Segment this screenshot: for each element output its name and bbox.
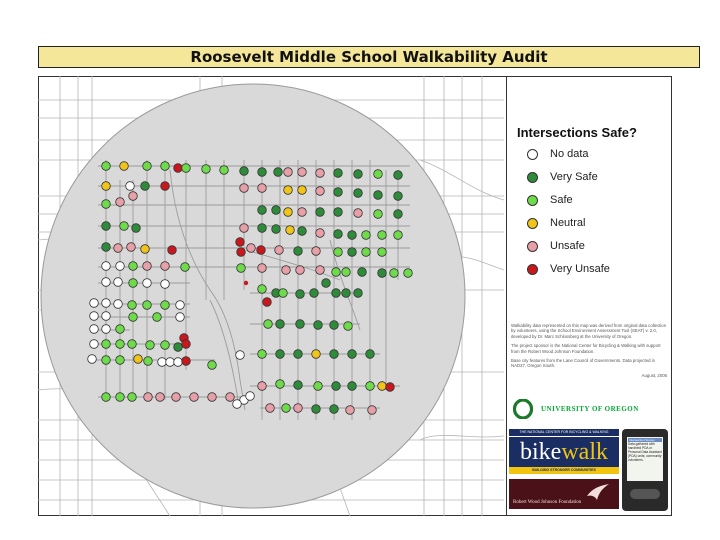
legend-label: Safe (550, 194, 573, 206)
intersection-point-verysafe[interactable] (354, 170, 363, 179)
university-name: UNIVERSITY OF OREGON (541, 405, 639, 413)
intersection-point-verysafe[interactable] (394, 171, 403, 180)
intersection-point-neutral[interactable] (312, 350, 321, 359)
credits-paragraph: Base city features from the Lane Council of Governments. Data projected in NAD27, Oregon South. (511, 358, 656, 369)
intersection-point-veryunsafe[interactable] (257, 246, 266, 255)
pda-buttons (630, 489, 660, 499)
credits-text (511, 323, 667, 382)
intersection-point-veryunsafe[interactable] (182, 357, 191, 366)
credits-date: August, 2006 (641, 372, 667, 378)
intersection-point-nodata[interactable] (90, 299, 99, 308)
intersection-point-unsafe[interactable] (258, 264, 267, 273)
oregon-o-icon (513, 399, 533, 419)
intersection-point-nodata[interactable] (90, 325, 99, 334)
intersection-point-unsafe[interactable] (258, 382, 267, 391)
intersection-point-safe[interactable] (116, 393, 125, 402)
intersection-point-nodata[interactable] (90, 312, 99, 321)
intersection-point-verysafe[interactable] (374, 191, 383, 200)
legend-title: Intersections Safe? (517, 125, 637, 140)
intersection-point-verysafe[interactable] (258, 168, 267, 177)
intersection-point-safe[interactable] (276, 380, 285, 389)
pda-image (622, 429, 668, 511)
bikewalk-logo (509, 437, 619, 467)
intersection-point-safe[interactable] (366, 382, 375, 391)
intersection-point-safe[interactable] (116, 356, 125, 365)
legend-item-very-unsafe (527, 262, 610, 276)
legend-item-no-data (527, 147, 589, 161)
intersection-point-safe[interactable] (378, 231, 387, 240)
intersection-point-nodata[interactable] (102, 325, 111, 334)
intersection-point-verysafe[interactable] (274, 168, 283, 177)
walk-radius-circle (41, 84, 465, 508)
intersection-point-verysafe[interactable] (342, 289, 351, 298)
intersection-point-unsafe[interactable] (156, 393, 165, 402)
school-marker (244, 281, 248, 285)
pda-text: Data gathered with handheld PDA or Personal Data Assistant (PDA) units; community volunteers. (628, 442, 662, 462)
intersection-point-nodata[interactable] (233, 400, 242, 409)
bikewalk-bike-text: bike (520, 439, 562, 465)
intersection-point-safe[interactable] (237, 264, 246, 273)
intersection-point-unsafe[interactable] (161, 262, 170, 271)
intersection-point-veryunsafe[interactable] (161, 182, 170, 191)
intersection-point-nodata[interactable] (126, 182, 135, 191)
intersection-point-verysafe[interactable] (296, 320, 305, 329)
intersection-point-verysafe[interactable] (174, 343, 183, 352)
bikewalk-logo-block (509, 429, 619, 511)
intersection-point-safe[interactable] (153, 313, 162, 322)
legend-label: No data (550, 148, 589, 160)
intersection-point-neutral[interactable] (284, 208, 293, 217)
university-of-oregon-logo (513, 397, 668, 421)
intersection-point-unsafe[interactable] (284, 168, 293, 177)
intersection-point-unsafe[interactable] (294, 404, 303, 413)
legend-label: Neutral (550, 217, 586, 229)
intersection-point-safe[interactable] (220, 166, 229, 175)
legend-item-unsafe (527, 239, 585, 253)
credits-paragraph: The project sponsor is the National Center for Bicycling & Walking with support from the Robert Wood Johnson Foundation. (511, 343, 661, 354)
intersection-point-verysafe[interactable] (276, 350, 285, 359)
intersection-point-verysafe[interactable] (272, 206, 281, 215)
street-map[interactable] (38, 76, 504, 516)
intersection-point-verysafe[interactable] (258, 224, 267, 233)
intersection-point-unsafe[interactable] (282, 266, 291, 275)
intersection-point-nodata[interactable] (176, 313, 185, 322)
intersection-point-safe[interactable] (202, 165, 211, 174)
intersection-point-unsafe[interactable] (208, 393, 217, 402)
intersection-point-nodata[interactable] (236, 351, 245, 360)
intersection-point-nodata[interactable] (174, 358, 183, 367)
intersection-point-nodata[interactable] (116, 262, 125, 271)
intersection-point-nodata[interactable] (90, 340, 99, 349)
intersection-point-verysafe[interactable] (296, 290, 305, 299)
intersection-point-safe[interactable] (143, 162, 152, 171)
intersection-point-safe[interactable] (332, 268, 341, 277)
legend-panel (506, 77, 671, 515)
intersection-point-verysafe[interactable] (348, 350, 357, 359)
intersection-point-safe[interactable] (314, 382, 323, 391)
intersection-point-unsafe[interactable] (190, 393, 199, 402)
intersection-point-safe[interactable] (102, 340, 111, 349)
intersection-point-safe[interactable] (128, 393, 137, 402)
intersection-point-verysafe[interactable] (354, 189, 363, 198)
legend-label: Unsafe (550, 240, 585, 252)
intersection-point-safe[interactable] (102, 393, 111, 402)
intersection-point-safe[interactable] (102, 200, 111, 209)
intersection-point-nodata[interactable] (158, 358, 167, 367)
intersection-point-unsafe[interactable] (346, 406, 355, 415)
intersection-point-safe[interactable] (394, 231, 403, 240)
intersection-point-safe[interactable] (128, 340, 137, 349)
no-data-swatch-icon (527, 149, 538, 160)
intersection-point-verysafe[interactable] (272, 225, 281, 234)
intersection-point-veryunsafe[interactable] (236, 238, 245, 247)
intersection-point-safe[interactable] (390, 269, 399, 278)
intersection-point-safe[interactable] (374, 210, 383, 219)
intersection-point-safe[interactable] (182, 164, 191, 173)
intersection-point-verysafe[interactable] (294, 350, 303, 359)
intersection-point-unsafe[interactable] (316, 169, 325, 178)
intersection-point-safe[interactable] (378, 248, 387, 257)
intersection-point-neutral[interactable] (286, 226, 295, 235)
intersection-point-unsafe[interactable] (316, 187, 325, 196)
intersection-point-safe[interactable] (129, 262, 138, 271)
intersection-point-safe[interactable] (344, 322, 353, 331)
intersection-point-verysafe[interactable] (312, 405, 321, 414)
intersection-point-verysafe[interactable] (132, 224, 141, 233)
intersection-point-safe[interactable] (116, 340, 125, 349)
intersection-point-verysafe[interactable] (322, 279, 331, 288)
intersection-point-verysafe[interactable] (102, 243, 111, 252)
intersection-point-safe[interactable] (146, 341, 155, 350)
intersection-point-nodata[interactable] (102, 278, 111, 287)
intersection-point-safe[interactable] (129, 279, 138, 288)
intersection-point-safe[interactable] (362, 248, 371, 257)
intersection-point-veryunsafe[interactable] (174, 164, 183, 173)
intersection-point-verysafe[interactable] (298, 227, 307, 236)
intersection-point-veryunsafe[interactable] (386, 383, 395, 392)
intersection-point-safe[interactable] (102, 162, 111, 171)
intersection-point-neutral[interactable] (284, 186, 293, 195)
intersection-point-neutral[interactable] (298, 186, 307, 195)
intersection-point-verysafe[interactable] (330, 405, 339, 414)
intersection-point-unsafe[interactable] (354, 209, 363, 218)
intersection-point-safe[interactable] (161, 301, 170, 310)
intersection-point-verysafe[interactable] (378, 269, 387, 278)
intersection-point-verysafe[interactable] (276, 320, 285, 329)
intersection-point-verysafe[interactable] (334, 169, 343, 178)
intersection-point-verysafe[interactable] (334, 188, 343, 197)
intersection-point-safe[interactable] (282, 404, 291, 413)
intersection-point-nodata[interactable] (102, 262, 111, 271)
intersection-point-safe[interactable] (404, 269, 413, 278)
intersection-point-safe[interactable] (181, 263, 190, 272)
intersection-point-veryunsafe[interactable] (263, 298, 272, 307)
intersection-point-verysafe[interactable] (258, 206, 267, 215)
intersection-point-unsafe[interactable] (143, 262, 152, 271)
intersection-point-safe[interactable] (342, 268, 351, 277)
intersection-point-nodata[interactable] (166, 358, 175, 367)
neutral-swatch-icon (527, 218, 538, 229)
intersection-point-unsafe[interactable] (226, 393, 235, 402)
intersection-point-verysafe[interactable] (354, 289, 363, 298)
intersection-point-veryunsafe[interactable] (237, 248, 246, 257)
intersection-point-nodata[interactable] (102, 299, 111, 308)
intersection-point-safe[interactable] (161, 162, 170, 171)
intersection-point-verysafe[interactable] (102, 222, 111, 231)
intersection-point-verysafe[interactable] (314, 321, 323, 330)
intersection-point-unsafe[interactable] (298, 168, 307, 177)
intersection-point-safe[interactable] (374, 170, 383, 179)
intersection-point-verysafe[interactable] (294, 247, 303, 256)
intersection-point-unsafe[interactable] (368, 406, 377, 415)
intersection-point-verysafe[interactable] (294, 381, 303, 390)
intersection-point-unsafe[interactable] (312, 247, 321, 256)
intersection-point-unsafe[interactable] (316, 229, 325, 238)
intersection-point-unsafe[interactable] (316, 266, 325, 275)
intersection-point-nodata[interactable] (143, 279, 152, 288)
intersection-point-unsafe[interactable] (275, 246, 284, 255)
pda-header: Intersection Survey (628, 438, 662, 442)
intersection-point-safe[interactable] (334, 248, 343, 257)
safe-swatch-icon (527, 195, 538, 206)
intersection-point-verysafe[interactable] (394, 210, 403, 219)
intersection-point-verysafe[interactable] (330, 350, 339, 359)
intersection-point-veryunsafe[interactable] (168, 246, 177, 255)
intersection-point-verysafe[interactable] (366, 350, 375, 359)
legend-item-very-safe (527, 170, 598, 184)
intersection-point-neutral[interactable] (141, 245, 150, 254)
intersection-point-safe[interactable] (129, 313, 138, 322)
intersection-point-safe[interactable] (102, 356, 111, 365)
intersection-point-unsafe[interactable] (129, 192, 138, 201)
very-safe-swatch-icon (527, 172, 538, 183)
intersection-point-verysafe[interactable] (240, 167, 249, 176)
intersection-point-neutral[interactable] (120, 162, 129, 171)
intersection-point-nodata[interactable] (246, 392, 255, 401)
intersection-point-safe[interactable] (120, 222, 129, 231)
pda-screen (627, 437, 663, 481)
intersection-point-safe[interactable] (362, 231, 371, 240)
intersection-point-verysafe[interactable] (334, 230, 343, 239)
intersection-point-nodata[interactable] (102, 312, 111, 321)
intersection-point-unsafe[interactable] (114, 244, 123, 253)
intersection-point-neutral[interactable] (378, 382, 387, 391)
intersection-point-unsafe[interactable] (258, 184, 267, 193)
intersection-point-unsafe[interactable] (240, 184, 249, 193)
intersection-point-safe[interactable] (128, 301, 137, 310)
intersection-point-verysafe[interactable] (332, 382, 341, 391)
intersection-point-verysafe[interactable] (330, 321, 339, 330)
map-title: Roosevelt Middle School Walkability Audit (38, 46, 700, 68)
intersection-point-verysafe[interactable] (348, 248, 357, 257)
ncbw-text: THE NATIONAL CENTER FOR BICYCLING & WALKING (509, 429, 619, 436)
intersection-point-nodata[interactable] (114, 300, 123, 309)
intersection-point-unsafe[interactable] (127, 243, 136, 252)
bikewalk-walk-text: walk (561, 439, 608, 465)
intersection-point-nodata[interactable] (114, 278, 123, 287)
intersection-point-verysafe[interactable] (141, 182, 150, 191)
unsafe-swatch-icon (527, 241, 538, 252)
legend-label: Very Safe (550, 171, 598, 183)
bikewalk-tagline: BUILDING STRONGER COMMUNITIES (509, 467, 619, 474)
intersection-point-verysafe[interactable] (358, 268, 367, 277)
bird-icon (585, 482, 611, 502)
intersection-point-safe[interactable] (144, 357, 153, 366)
intersection-point-verysafe[interactable] (394, 192, 403, 201)
intersection-point-nodata[interactable] (176, 301, 185, 310)
intersection-point-unsafe[interactable] (266, 404, 275, 413)
intersection-point-safe[interactable] (161, 341, 170, 350)
intersection-point-unsafe[interactable] (240, 224, 249, 233)
intersection-point-safe[interactable] (279, 289, 288, 298)
intersection-point-verysafe[interactable] (334, 208, 343, 217)
legend-item-safe (527, 193, 573, 207)
intersection-point-neutral[interactable] (102, 182, 111, 191)
very-unsafe-swatch-icon (527, 264, 538, 275)
intersection-point-verysafe[interactable] (316, 208, 325, 217)
intersection-point-verysafe[interactable] (332, 289, 341, 298)
intersection-point-nodata[interactable] (88, 355, 97, 364)
intersection-point-veryunsafe[interactable] (182, 340, 191, 349)
intersection-point-neutral[interactable] (134, 355, 143, 364)
intersection-point-unsafe[interactable] (296, 266, 305, 275)
intersection-point-nodata[interactable] (161, 280, 170, 289)
intersection-point-unsafe[interactable] (172, 393, 181, 402)
intersection-point-verysafe[interactable] (348, 382, 357, 391)
map-area[interactable] (38, 76, 504, 516)
rwjf-logo (509, 479, 619, 509)
intersection-point-safe[interactable] (116, 325, 125, 334)
intersection-point-safe[interactable] (264, 320, 273, 329)
intersection-point-verysafe[interactable] (310, 289, 319, 298)
legend-item-neutral (527, 216, 585, 230)
intersection-point-safe[interactable] (208, 361, 217, 370)
intersection-point-unsafe[interactable] (144, 393, 153, 402)
intersection-point-safe[interactable] (143, 301, 152, 310)
intersection-point-unsafe[interactable] (247, 244, 256, 253)
legend-label: Very Unsafe (550, 263, 610, 275)
intersection-point-unsafe[interactable] (116, 198, 125, 207)
intersection-point-unsafe[interactable] (298, 208, 307, 217)
credits-paragraph: Walkability data represented on this map was derived from original data collection by volunteers, using the School Environment Assessment Tool (SEAT) v. 2.0, developed by Dr. Marc Schlossberg at the University of Oregon. (511, 323, 667, 339)
intersection-point-verysafe[interactable] (348, 231, 357, 240)
intersection-point-safe[interactable] (258, 285, 267, 294)
intersection-point-safe[interactable] (258, 350, 267, 359)
rwjf-name: Robert Wood Johnson Foundation (513, 500, 582, 505)
